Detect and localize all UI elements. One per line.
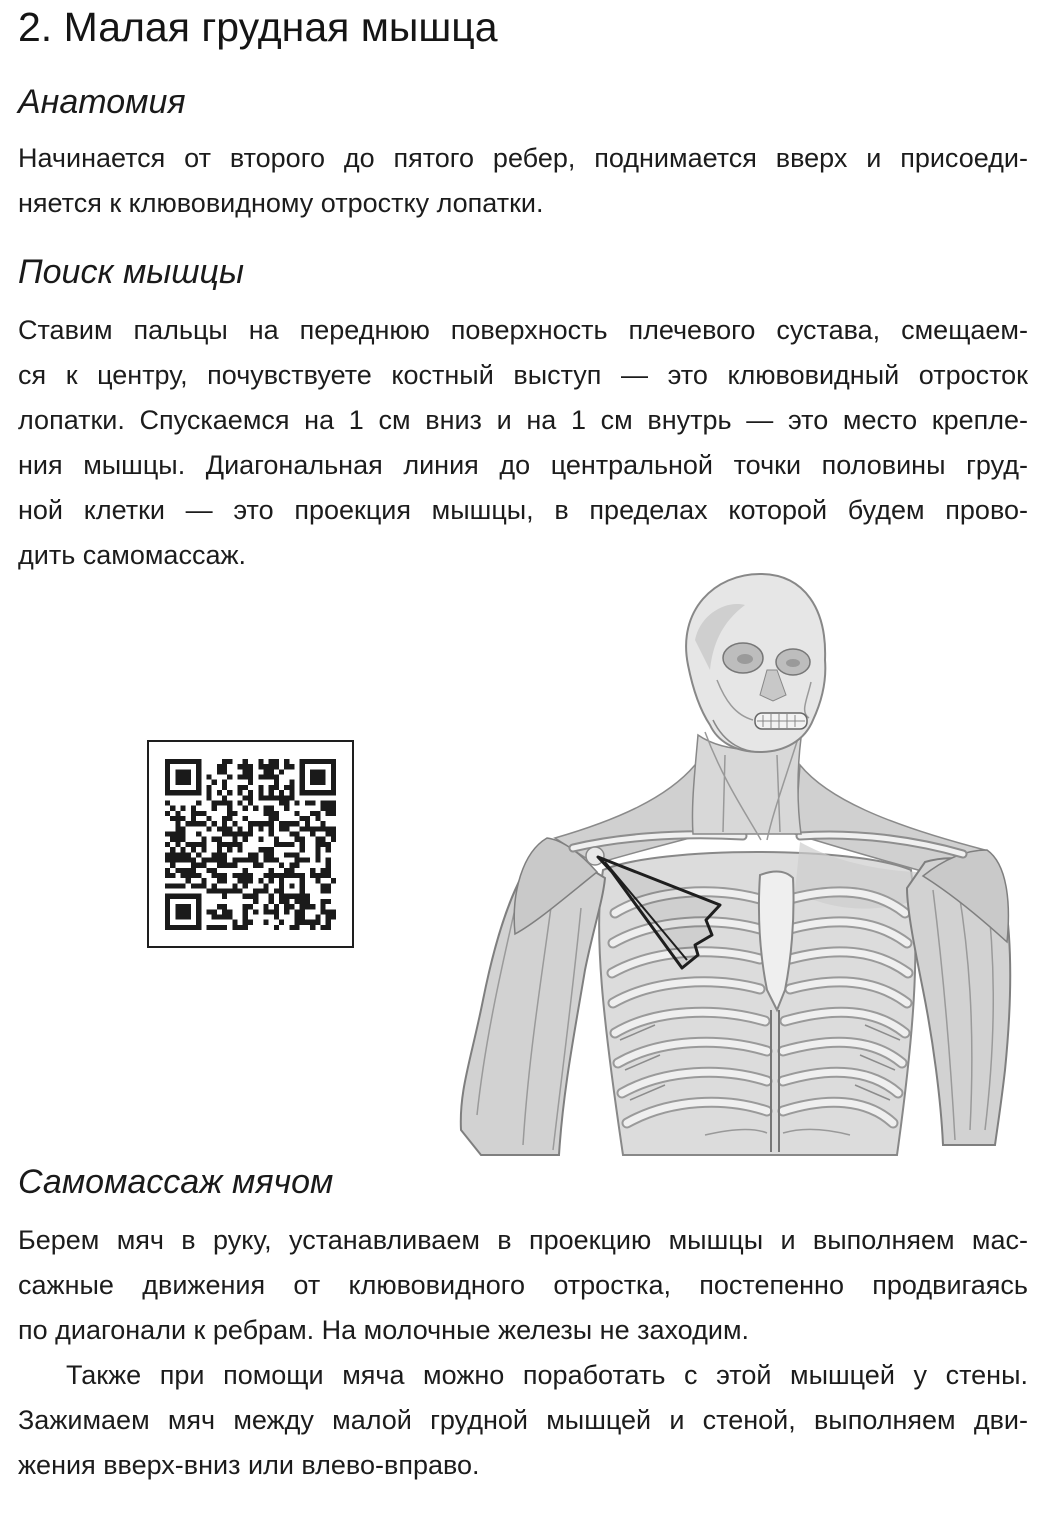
text-line: по диагонали к ребрам. На молочные железы не заходим. xyxy=(18,1315,750,1345)
ball-massage-paragraph xyxy=(18,1218,1028,1488)
page-title: 2. Малая грудная мышца xyxy=(18,4,498,50)
anatomy-paragraph xyxy=(18,136,1028,226)
qr-modules xyxy=(165,759,336,930)
qr-code-icon xyxy=(165,759,336,930)
text-line: няется к клювовидному отростку лопатки. xyxy=(18,188,544,218)
left-eye xyxy=(737,654,753,664)
text-line: Ставим пальцы на переднюю поверхность плечевого сустава, смещаем- xyxy=(18,315,1028,345)
text-line: Начинается от второго до пятого ребер, поднимается вверх и присоеди- xyxy=(18,143,1028,173)
section-heading-anatomy: Анатомия xyxy=(18,83,186,121)
text-line: лопатки. Спускаемся на 1 см вниз и на 1 см внутрь — это место крепле- xyxy=(18,405,1028,435)
qr-code xyxy=(147,740,354,948)
text-line: ся к центру, почувствуете костный выступ — это клювовидный отросток xyxy=(18,360,1028,390)
text-line: Также при помощи мяча можно поработать с этой мышцей у стены. xyxy=(66,1360,1028,1390)
text-line: Берем мяч в руку, устанавливаем в проекцию мышцы и выполняем мас- xyxy=(18,1225,1028,1255)
section-heading-finding: Поиск мышцы xyxy=(18,253,244,291)
skull xyxy=(686,574,825,752)
anatomy-illustration-icon xyxy=(455,570,1015,1160)
text-line: ния мышцы. Диагональная линия до центральной точки половины груд- xyxy=(18,450,1028,480)
right-eye xyxy=(786,659,800,667)
text-line: ной клетки — это проекция мышцы, в пределах которой будем прово- xyxy=(18,495,1028,525)
text-line: жения вверх-вниз или влево-вправо. xyxy=(18,1450,480,1480)
text-line: дить самомассаж. xyxy=(18,540,247,570)
finding-paragraph xyxy=(18,308,1028,578)
text-line: сажные движения от клювовидного отростка, постепенно продвигаясь xyxy=(18,1270,1028,1300)
text-line: Зажимаем мяч между малой грудной мышцей и стеной, выполняем дви- xyxy=(18,1405,1028,1435)
section-heading-ball-massage: Самомассаж мячом xyxy=(18,1163,334,1201)
